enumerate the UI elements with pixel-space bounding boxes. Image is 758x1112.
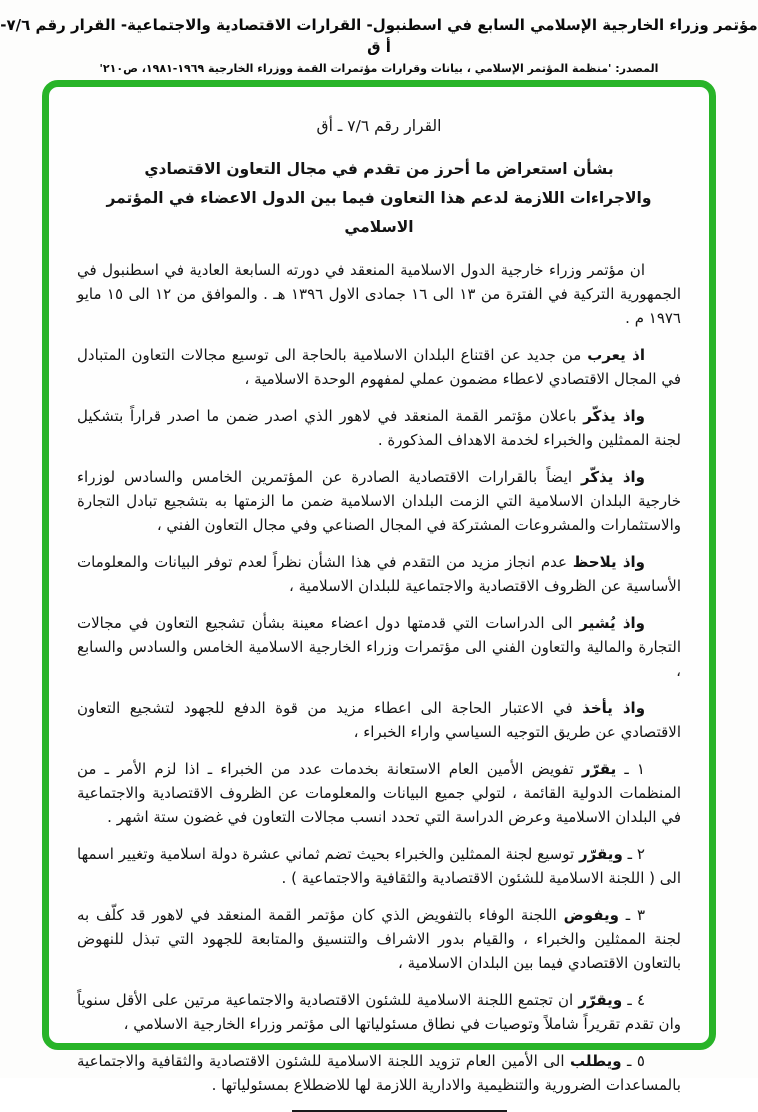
item-number: ٢ ـ [627, 845, 645, 863]
resolution-body [77, 115, 681, 1112]
preamble-paragraph [77, 404, 681, 452]
source-header-citation: المصدر: 'منظمة المؤتمر الإسلامي ، بيانات وقرارات مؤتمرات القمة ووزراء الخارجية ١٩٦٩-١٩٨١، ص٢١٠' [99, 62, 659, 75]
paragraph-lead-phrase: واذ يأخذ [582, 699, 646, 717]
paragraph-text: ان مؤتمر وزراء خارجية الدول الاسلامية المنعقد في دورته السابعة العادية في اسطنبول في الجمهورية التركية في الفترة من ١٣ الى ١٦ جمادى الاول ١٣٩٦ هـ . والموافق من ١٢ الى ١٥ مايو ١٩٧٦ م . [77, 261, 681, 327]
paragraph-lead-phrase: اذ يعرب [587, 346, 645, 364]
preamble-paragraph [77, 465, 681, 537]
item-number: ٥ ـ [627, 1052, 645, 1070]
resolution-subtitle [77, 155, 681, 242]
operative-items [77, 757, 681, 1097]
operative-item [77, 842, 681, 890]
resolution-subtitle-line1: بشأن استعراض ما أحرز من تقدم في مجال التعاون الاقتصادي [144, 160, 614, 178]
preamble-paragraph [77, 550, 681, 598]
item-verb: ويفوض [563, 906, 619, 924]
paragraph-lead-phrase: واذ يلاحظ [572, 553, 645, 571]
paragraph-text: من جديد عن اقتناع البلدان الاسلامية بالحاجة الى توسيع مجالات التعاون المتبادل في المجال الاقتصادي لاعطاء مضمون عملي لمفهوم الوحدة الاسلامية ، [77, 346, 681, 388]
operative-item [77, 757, 681, 829]
paragraph-lead-phrase: واذ يُشير [579, 614, 645, 632]
preamble-paragraph [77, 696, 681, 744]
paragraph-text: الى الدراسات التي قدمتها دول اعضاء معينة بشأن تشجيع التعاون في مجالات التجارة والمالية والتعاون الفني الى مؤتمرات وزراء الخارجية الاسلامية الخامس والسادس والسابع ، [77, 614, 681, 680]
item-number: ٣ ـ [625, 906, 645, 924]
item-text: ان تجتمع اللجنة الاسلامية للشئون الاقتصادية والاجتماعية مرتين على الأقل سنوياً وان تقدم تقريراً شاملاً وتوصيات في نطاق مسئولياتها الى مؤتمر وزراء الخارجية الاسلامي ، [77, 991, 681, 1033]
item-text: اللجنة الوفاء بالتفويض الذي كان مؤتمر القمة المنعقد في لاهور قد كلّف به لجنة الممثلين والخبراء ، والقيام بدور الاشراف والتنسيق والمتابعة للجهود التي تبذل للنهوض بالتعاون الاقتصادي فيما بين البلدان الاسلامية ، [77, 906, 681, 972]
item-verb: ويقرّر [578, 991, 623, 1009]
paragraph-text: ايضاً بالقرارات الاقتصادية الصادرة عن المؤتمرين الخامس والسادس لوزراء خارجية البلدان الاسلامية التي الزمت البلدان الاسلامية ضمن ما الزمتها به بتشجيع تبادل التجارة والاستثمارات والمشروعات المشتركة في المجال الصناعي وفي مجال التعاون الفني ، [77, 468, 681, 534]
item-verb: يقرّر [581, 760, 617, 778]
item-text: تفويض الأمين العام الاستعانة بخدمات عدد من الخبراء ـ اذا لزم الأمر ـ من المنظمات الدولية القائمة ، لتولي جميع البيانات والمعلومات عن الظروف الاقتصادية والاجتماعية في البلدان الاسلامية وعرض الدراسة التي تحدد انسب مجالات التعاون في غضون ستة اشهر . [77, 760, 681, 826]
paragraph-text: عدم انجاز مزيد من التقدم في هذا الشأن نظراً لعدم توفر البيانات والمعلومات الأساسية عن الظروف الاقتصادية والاجتماعية للبلدان الاسلامية ، [77, 553, 681, 595]
preamble-paragraphs [77, 258, 681, 744]
operative-item [77, 988, 681, 1036]
item-number: ٤ ـ [627, 991, 645, 1009]
item-verb: ويطلب [570, 1052, 622, 1070]
paragraph-lead-phrase: واذ يذكّر [583, 407, 645, 425]
resolution-subtitle-line2: والاجراءات اللازمة لدعم هذا التعاون فيما بين الدول الاعضاء في المؤتمر الاسلامي [106, 189, 652, 236]
preamble-paragraph [77, 258, 681, 330]
resolution-title: القرار رقم ٧/٦ ـ أق [316, 117, 442, 135]
preamble-paragraph [77, 343, 681, 391]
source-header-title: مؤتمر وزراء الخارجية الإسلامي السابع في اسطنبول- القرارات الاقتصادية والاجتماعية- القرار رقم ٧/٦- أ ق [0, 16, 758, 56]
operative-item [77, 1049, 681, 1097]
preamble-paragraph [77, 611, 681, 683]
paragraph-lead-phrase: واذ يذكّر [581, 468, 645, 486]
item-number: ١ ـ [624, 760, 645, 778]
item-verb: ويقرّر [579, 845, 623, 863]
item-text: الى الأمين العام تزويد اللجنة الاسلامية للشئون الاقتصادية والثقافية والاجتماعية بالمساعدات الضرورية والتنظيمية والادارية اللازمة لها للاضطلاع بمسئولياتها . [77, 1052, 681, 1094]
item-text: توسيع لجنة الممثلين والخبراء بحيث تضم ثماني عشرة دولة اسلامية وتغيير اسمها الى ( اللجنة الاسلامية للشئون الاقتصادية والثقافية والاجتماعية ) . [77, 845, 681, 887]
document-frame [42, 80, 716, 1094]
paragraph-text: في الاعتبار الحاجة الى اعطاء مزيد من قوة الدفع للجهود لتشجيع التعاون الاقتصادي عن طريق التوجيه السياسي واراء الخبراء ، [77, 699, 681, 741]
source-header [0, 14, 758, 77]
paragraph-text: باعلان مؤتمر القمة المنعقد في لاهور الذي اصدر ضمن ما اصدر قراراً بتشكيل لجنة الممثلين والخبراء لخدمة الاهداف المذكورة . [77, 407, 681, 449]
operative-item [77, 903, 681, 975]
